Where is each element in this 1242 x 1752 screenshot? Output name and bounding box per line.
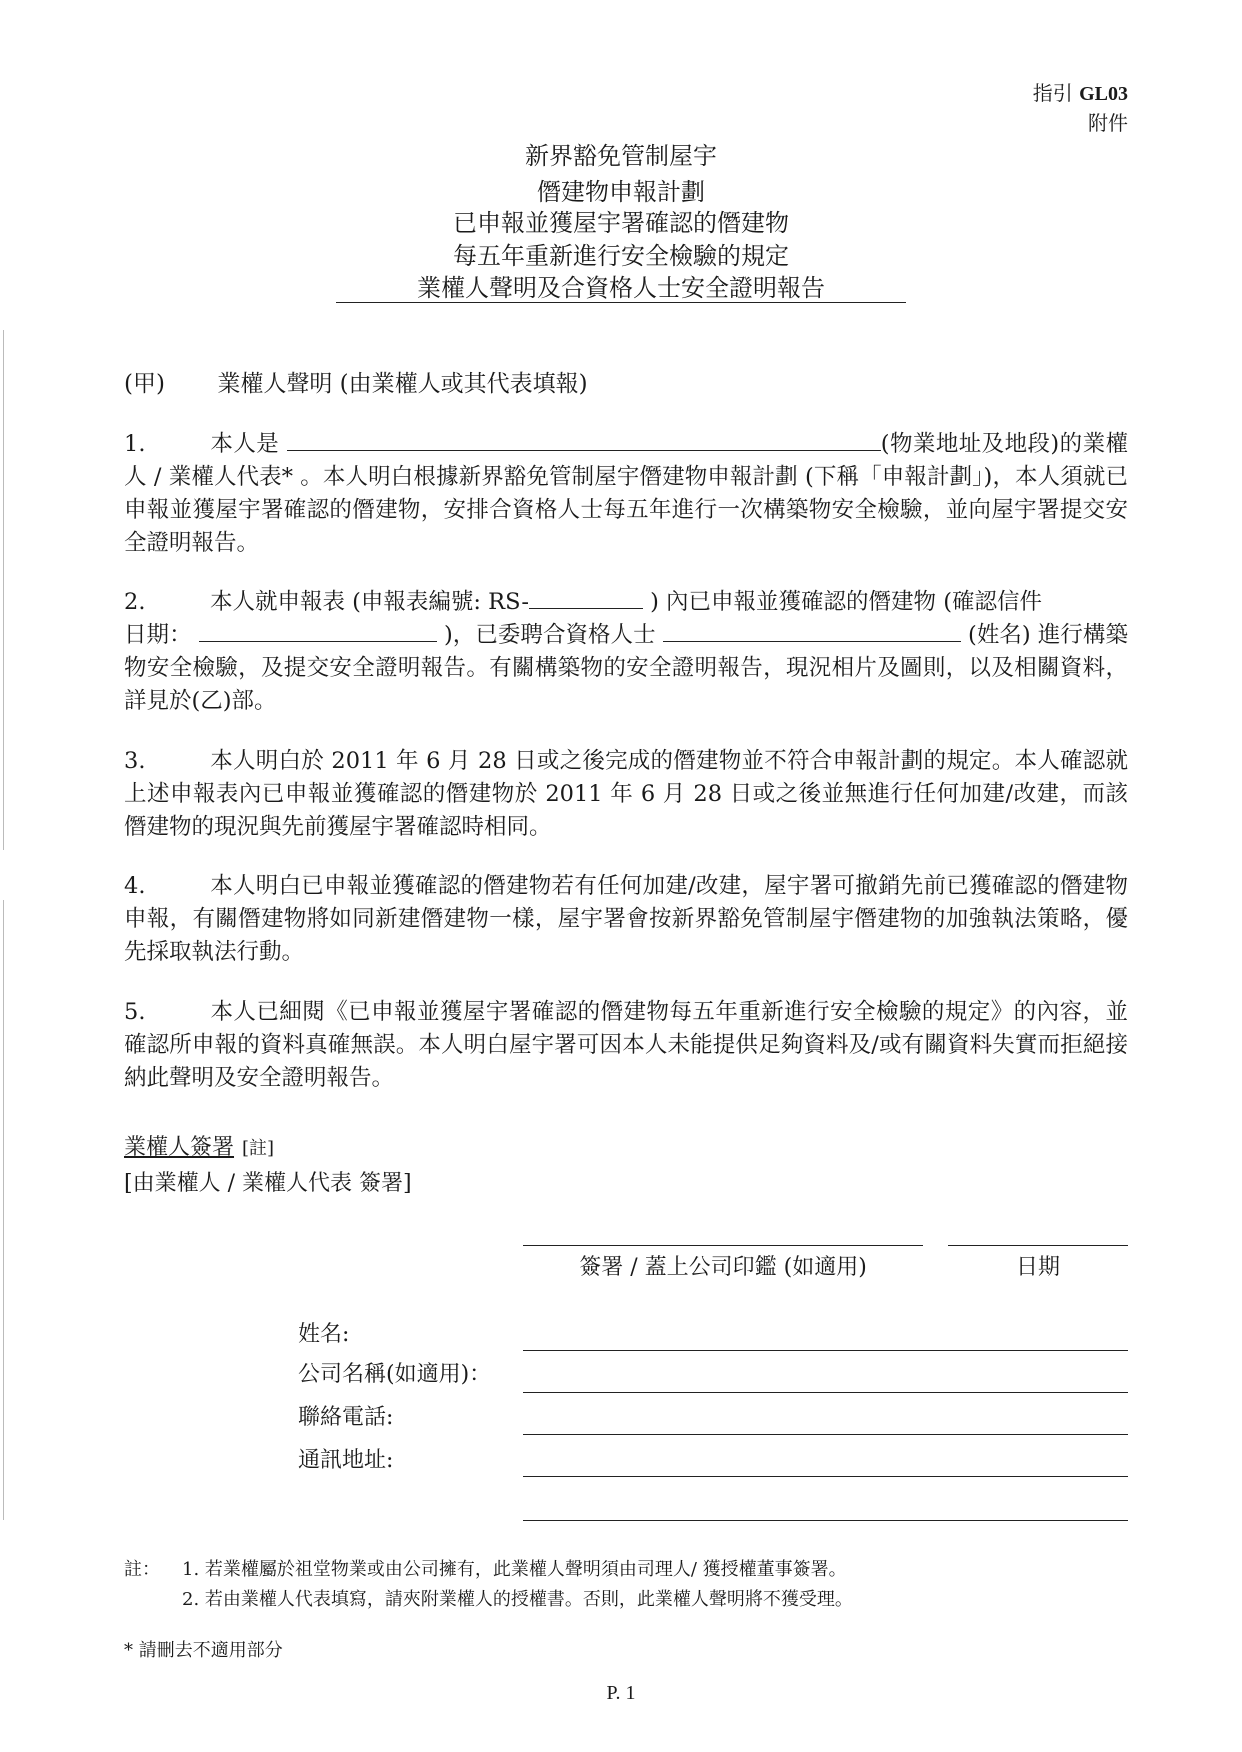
- paragraph-text: 本人是: [210, 431, 280, 457]
- guideline-code: GL03: [1079, 83, 1128, 105]
- paragraph-5: [124, 996, 1128, 1095]
- address-label: 通訊地址:: [298, 1448, 394, 1473]
- property-address-blank[interactable]: [287, 428, 881, 451]
- guideline-reference: [1033, 78, 1128, 109]
- note-item: 2. 若由業權人代表填寫，請夾附業權人的授權書。否則，此業權人聲明將不獲受理。: [182, 1589, 853, 1610]
- title-line-3: 已申報並獲屋宇署確認的僭建物: [453, 209, 789, 237]
- title-line-5: 業權人聲明及合資格人士安全證明報告: [417, 274, 825, 302]
- scan-margin-mark: [3, 900, 4, 1520]
- owner-signature-heading: [124, 1130, 274, 1161]
- title-line-1: 新界豁免管制屋宇: [525, 142, 717, 170]
- page-number: P. 1: [606, 1682, 636, 1704]
- paragraph-text: (物業地址及地段)的: [880, 431, 1083, 457]
- paragraph-number: 3.: [124, 748, 146, 774]
- paragraph-4: [124, 870, 1128, 969]
- note-reference: [註]: [242, 1138, 275, 1159]
- guideline-prefix: 指引: [1032, 81, 1073, 105]
- date-line[interactable]: [948, 1245, 1128, 1246]
- address-line-1[interactable]: [523, 1476, 1128, 1477]
- paragraph-number: 5.: [124, 999, 146, 1025]
- phone-label: 聯絡電話:: [298, 1405, 394, 1430]
- title-line-2: 僭建物申報計劃: [537, 178, 705, 206]
- paragraph-text: 業權人 / 業權人代表* 。本人明白根據新界豁免管制屋宇僭建物申報計劃 (下稱「申報計劃」)，本人須就已申報並獲屋宇署確認的僭建物，安排合資格人士每五年進行一次構築物安全檢驗，並向屋宇署提交安全證明報告。: [124, 431, 1128, 556]
- section-title: 業權人聲明 (由業權人或其代表填報): [217, 371, 588, 397]
- phone-line[interactable]: [523, 1434, 1128, 1435]
- qualified-person-name-blank[interactable]: [663, 619, 961, 642]
- paragraph-number: 1.: [124, 431, 146, 457]
- paragraph-text: 本人明白已申報並獲確認的僭建物若有任何加建/改建，屋宇署可撤銷先前已獲確認的僭建物申報，有關僭建物將如同新建僭建物一樣，屋宇署會按新界豁免管制屋宇僭建物的加強執法策略，優先採取執法行動。: [124, 873, 1128, 965]
- footnote: * 請刪去不適用部分: [124, 1640, 283, 1661]
- paragraph-text: 日期：: [124, 622, 192, 648]
- paragraph-text: 本人明白於 2011 年 6 月 28 日或之後完成的僭建物並不符合申報計劃的規定。本人確認就上述申報表內已申報並獲確認的僭建物於 2011 年 6 月 28 日或之後並無進行任何加建/改建，而該僭建物的現況與先前獲屋宇署確認時相同。: [124, 748, 1128, 840]
- company-line[interactable]: [523, 1392, 1128, 1393]
- paragraph-number: 2.: [124, 589, 146, 615]
- confirmation-date-blank[interactable]: [199, 619, 437, 642]
- paragraph-text: 進行構築物安全檢驗，及提交安全證明報告。有關構築物的安全證明報告，現況相片及圖則，以及相關資料，詳見於(乙)部。: [124, 622, 1128, 714]
- name-line[interactable]: [523, 1350, 1128, 1351]
- report-number-blank[interactable]: [529, 586, 643, 609]
- section-heading: [124, 365, 588, 398]
- paragraph-number: 4.: [124, 873, 146, 899]
- paragraph-text: 本人已細閱《已申報並獲屋宇署確認的僭建物每五年重新進行安全檢驗的規定》的內容，並確認所申報的資料真確無誤。本人明白屋宇署可因本人未能提供足夠資料及/或有關資料失實而拒絕接納此聲明及安全證明報告。: [124, 999, 1128, 1091]
- title-underline: [336, 302, 906, 303]
- paragraph-2: [124, 586, 1128, 718]
- title-line-4: 每五年重新進行安全檢驗的規定: [453, 242, 789, 270]
- note-item: 1. 若業權屬於祖堂物業或由公司擁有，此業權人聲明須由司理人/ 獲授權董事簽署。: [182, 1559, 847, 1580]
- name-label: 姓名:: [298, 1322, 350, 1347]
- paragraph-1: [124, 428, 1128, 560]
- date-caption: 日期: [1015, 1255, 1060, 1280]
- paragraph-text: ) 內已申報並獲確認的僭建物 (確認信件: [650, 589, 1042, 615]
- paragraph-text: 本人就申報表 (申報表編號: RS-: [210, 589, 529, 615]
- address-line-2[interactable]: [523, 1520, 1128, 1521]
- signature-caption: 簽署 / 蓋上公司印鑑 (如適用): [579, 1255, 867, 1280]
- signature-line[interactable]: [523, 1245, 923, 1246]
- company-label: 公司名稱(如適用)：: [298, 1362, 492, 1387]
- paragraph-text: )，已委聘合資格人士: [443, 622, 656, 648]
- scan-margin-mark: [3, 330, 4, 850]
- signature-subtitle: [由業權人 / 業權人代表 簽署]: [124, 1171, 412, 1196]
- section-tag: (甲): [124, 371, 165, 397]
- signature-title: 業權人簽署: [124, 1135, 235, 1160]
- paragraph-text: (姓名): [968, 622, 1031, 648]
- notes-label: 註：: [124, 1559, 160, 1580]
- notes: [124, 1555, 853, 1615]
- paragraph-3: [124, 745, 1128, 844]
- annex-label: 附件: [1088, 111, 1128, 135]
